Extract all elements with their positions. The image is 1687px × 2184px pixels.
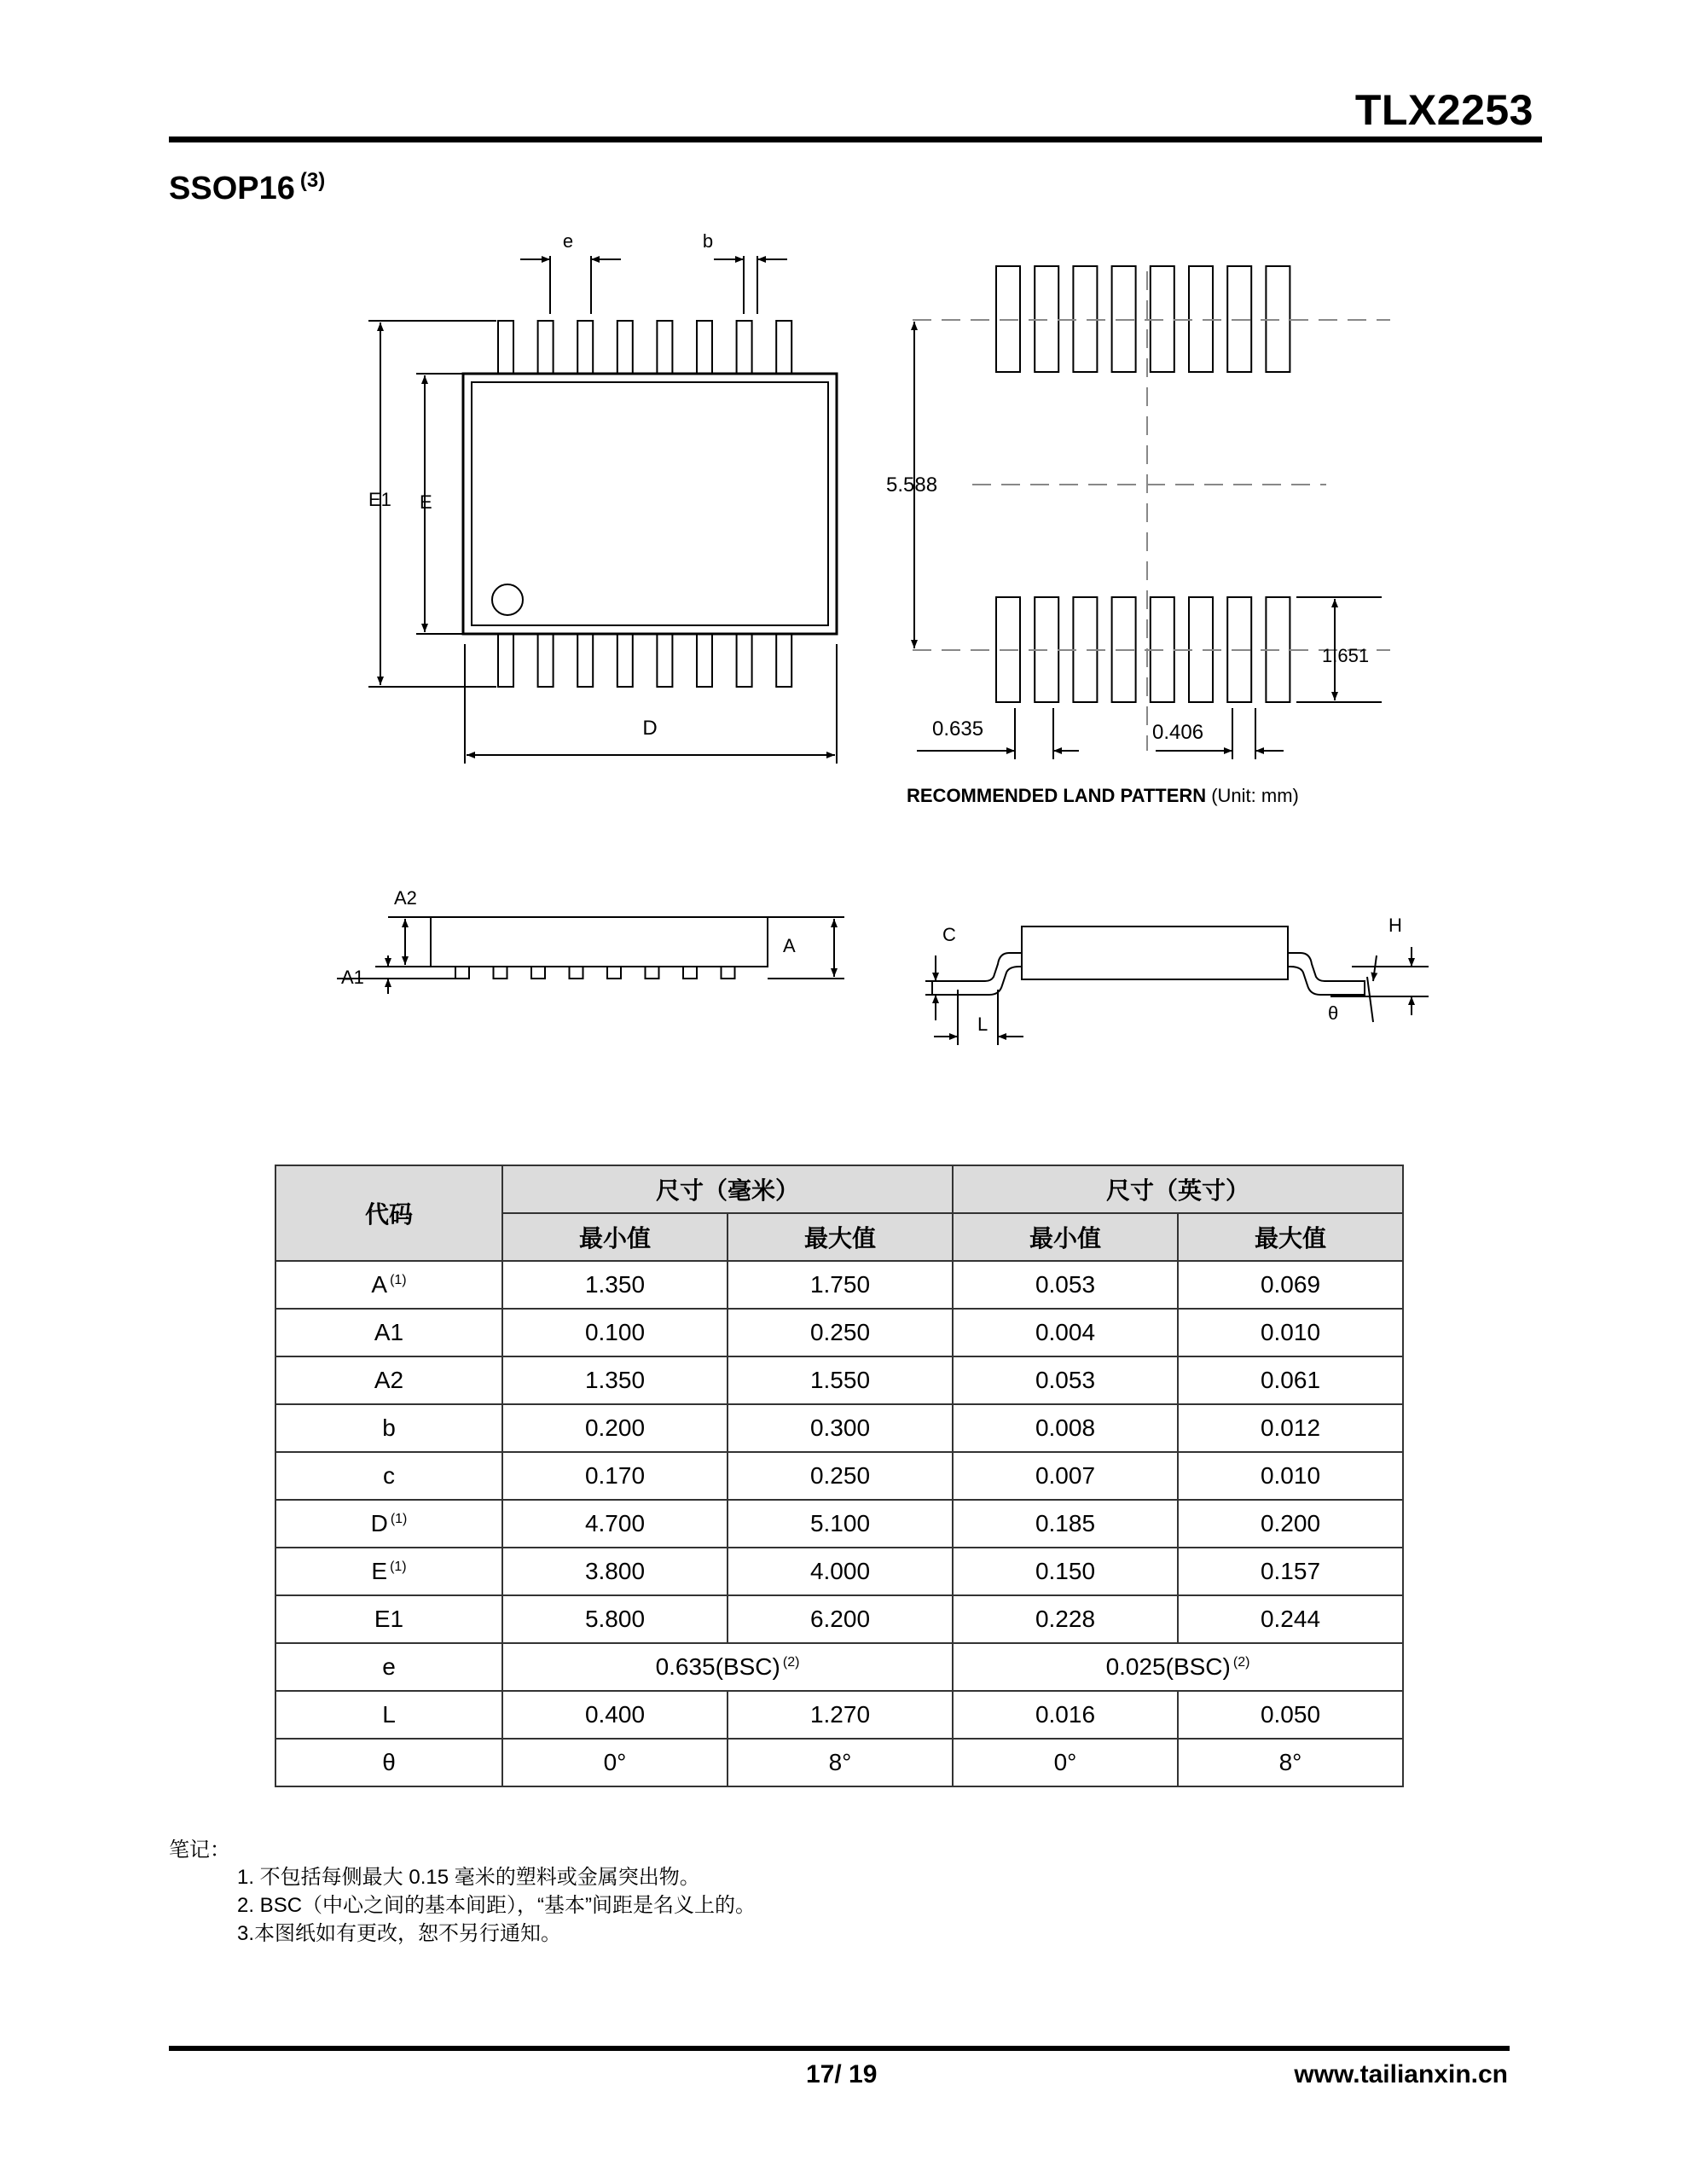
land-pattern-pad-width: 0.406 xyxy=(1152,721,1204,744)
dim-label-A1: A1 xyxy=(341,967,364,988)
bottom-pin xyxy=(657,634,672,687)
cell-mm-max: 0.250 xyxy=(728,1309,953,1356)
cell-mm-bsc xyxy=(502,1643,953,1691)
notes-heading: 笔记： xyxy=(169,1838,230,1862)
header-inch-min: 最小值 xyxy=(953,1213,1178,1261)
bsc-note: (2) xyxy=(1232,1655,1250,1670)
cell-code xyxy=(275,1452,502,1500)
code-text: D xyxy=(370,1510,388,1536)
header-code: 代码 xyxy=(275,1165,502,1261)
top-pin xyxy=(737,321,752,374)
cell-inch-max: 0.200 xyxy=(1178,1500,1403,1548)
cell-mm-max: 8° xyxy=(728,1739,953,1786)
cell-code xyxy=(275,1595,502,1643)
end-view xyxy=(932,926,1365,995)
note-item-1: 1. 不包括每侧最大 0.15 毫米的塑料或金属突出物。 xyxy=(237,1866,700,1889)
cell-inch-min: 0.004 xyxy=(953,1309,1178,1356)
code-text: A xyxy=(371,1271,388,1298)
table-row xyxy=(275,1404,1403,1452)
cell-mm-max: 0.300 xyxy=(728,1404,953,1452)
cell-mm-max: 1.550 xyxy=(728,1356,953,1404)
table-row xyxy=(275,1595,1403,1643)
code-note: (1) xyxy=(390,1512,408,1526)
top-pin xyxy=(657,321,672,374)
top-pin xyxy=(538,321,554,374)
page-number: 17/ 19 xyxy=(806,2060,878,2088)
bsc-note: (2) xyxy=(782,1655,800,1670)
table-row xyxy=(275,1691,1403,1739)
cell-code xyxy=(275,1691,502,1739)
land-pattern-pitch: 0.635 xyxy=(932,717,984,741)
code-text: c xyxy=(383,1462,395,1489)
cell-code: e xyxy=(275,1643,502,1691)
dim-label-E1: E1 xyxy=(368,489,391,510)
cell-mm-min: 0.100 xyxy=(502,1309,728,1356)
cell-inch-max: 0.010 xyxy=(1178,1309,1403,1356)
code-text: θ xyxy=(382,1749,396,1775)
header-mm-min: 最小值 xyxy=(502,1213,728,1261)
cell-mm-max: 6.200 xyxy=(728,1595,953,1643)
package-name: SSOP16 xyxy=(169,171,295,206)
cell-mm-min: 0.400 xyxy=(502,1691,728,1739)
code-text: E1 xyxy=(374,1606,404,1632)
top-pin xyxy=(617,321,633,374)
cell-inch-min: 0.016 xyxy=(953,1691,1178,1739)
cell-mm-min: 0° xyxy=(502,1739,728,1786)
cell-mm-min: 1.350 xyxy=(502,1261,728,1309)
cell-inch-max: 0.157 xyxy=(1178,1548,1403,1595)
land-pattern-caption-title: RECOMMENDED LAND PATTERN xyxy=(907,785,1207,806)
dim-label-theta: θ xyxy=(1328,1002,1339,1024)
cell-inch-min: 0.053 xyxy=(953,1261,1178,1309)
note-item-3: 3.本图纸如有更改，恕不另行通知。 xyxy=(237,1922,562,1945)
cell-inch-bsc xyxy=(953,1643,1403,1691)
cell-mm-min: 3.800 xyxy=(502,1548,728,1595)
cell-inch-min: 0.150 xyxy=(953,1548,1178,1595)
cell-inch-max: 0.244 xyxy=(1178,1595,1403,1643)
cell-inch-max: 0.069 xyxy=(1178,1261,1403,1309)
cell-mm-max: 1.270 xyxy=(728,1691,953,1739)
bottom-pin xyxy=(776,634,791,687)
cell-mm-min: 0.170 xyxy=(502,1452,728,1500)
cell-code xyxy=(275,1500,502,1548)
cell-inch-max: 0.050 xyxy=(1178,1691,1403,1739)
code-text: L xyxy=(382,1701,396,1728)
dim-label-A: A xyxy=(783,935,796,956)
dim-label-H: H xyxy=(1388,915,1402,936)
land-pattern-height: 5.588 xyxy=(886,473,938,497)
cell-inch-min: 0° xyxy=(953,1739,1178,1786)
bottom-pin xyxy=(617,634,633,687)
cell-inch-max: 0.012 xyxy=(1178,1404,1403,1452)
cell-code xyxy=(275,1309,502,1356)
table-row xyxy=(275,1643,1403,1691)
table-row xyxy=(275,1452,1403,1500)
top-pin xyxy=(776,321,791,374)
code-text: A2 xyxy=(374,1367,404,1393)
cell-mm-max: 0.250 xyxy=(728,1452,953,1500)
dim-label-e: e xyxy=(562,230,574,252)
side-view-body xyxy=(431,917,768,967)
bottom-pin xyxy=(498,634,513,687)
bottom-pin xyxy=(737,634,752,687)
top-pin xyxy=(697,321,712,374)
table-row xyxy=(275,1309,1403,1356)
dim-label-A2: A2 xyxy=(394,887,417,909)
cell-mm-max: 4.000 xyxy=(728,1548,953,1595)
code-text: A1 xyxy=(374,1319,404,1345)
cell-inch-min: 0.185 xyxy=(953,1500,1178,1548)
code-text: b xyxy=(382,1414,396,1441)
table-row xyxy=(275,1739,1403,1786)
cell-inch-max: 8° xyxy=(1178,1739,1403,1786)
land-pattern-caption-unit: (Unit: mm) xyxy=(1211,785,1299,806)
cell-code xyxy=(275,1739,502,1786)
dim-label-C: C xyxy=(942,924,956,945)
table-row xyxy=(275,1261,1403,1309)
document-title: TLX2253 xyxy=(1354,86,1533,134)
cell-mm-max: 1.750 xyxy=(728,1261,953,1309)
code-text: E xyxy=(371,1558,388,1584)
code-note: (1) xyxy=(390,1560,407,1574)
land-pattern-pad-length: 1.651 xyxy=(1322,645,1370,666)
package-title-note: (3) xyxy=(299,169,326,192)
dim-label-D: D xyxy=(642,717,658,740)
cell-code xyxy=(275,1261,502,1309)
header-inch: 尺寸（英寸） xyxy=(953,1165,1403,1213)
cell-mm-min: 1.350 xyxy=(502,1356,728,1404)
bsc-value: 0.025(BSC) xyxy=(1105,1653,1231,1680)
cell-mm-min: 5.800 xyxy=(502,1595,728,1643)
dim-label-L: L xyxy=(977,1014,988,1035)
dim-label-b: b xyxy=(702,230,714,252)
header-inch-max: 最大值 xyxy=(1178,1213,1403,1261)
top-view-body xyxy=(463,374,837,634)
land-pattern-caption xyxy=(907,785,1299,806)
cell-inch-max: 0.010 xyxy=(1178,1452,1403,1500)
bottom-pin xyxy=(577,634,593,687)
bottom-pin xyxy=(697,634,712,687)
cell-code xyxy=(275,1356,502,1404)
table-row xyxy=(275,1356,1403,1404)
note-item-2: 2. BSC（中心之间的基本间距），“基本”间距是名义上的。 xyxy=(237,1894,757,1917)
bottom-pin xyxy=(538,634,554,687)
top-pin xyxy=(498,321,513,374)
header-mm-max: 最大值 xyxy=(728,1213,953,1261)
dimension-table xyxy=(275,1165,1404,1787)
footer-rule xyxy=(169,2046,1510,2051)
table-row xyxy=(275,1500,1403,1548)
cell-inch-min: 0.008 xyxy=(953,1404,1178,1452)
cell-code xyxy=(275,1404,502,1452)
top-pin xyxy=(577,321,593,374)
footer-website: www.tailianxin.cn xyxy=(1294,2060,1508,2088)
bsc-value: 0.635(BSC) xyxy=(655,1653,780,1680)
cell-inch-max: 0.061 xyxy=(1178,1356,1403,1404)
dim-label-E: E xyxy=(420,491,432,513)
cell-mm-min: 0.200 xyxy=(502,1404,728,1452)
header-mm: 尺寸（毫米） xyxy=(502,1165,953,1213)
code-note: (1) xyxy=(390,1273,407,1287)
cell-code xyxy=(275,1548,502,1595)
cell-inch-min: 0.228 xyxy=(953,1595,1178,1643)
table-row xyxy=(275,1548,1403,1595)
cell-mm-max: 5.100 xyxy=(728,1500,953,1548)
cell-mm-min: 4.700 xyxy=(502,1500,728,1548)
cell-inch-min: 0.007 xyxy=(953,1452,1178,1500)
cell-inch-min: 0.053 xyxy=(953,1356,1178,1404)
